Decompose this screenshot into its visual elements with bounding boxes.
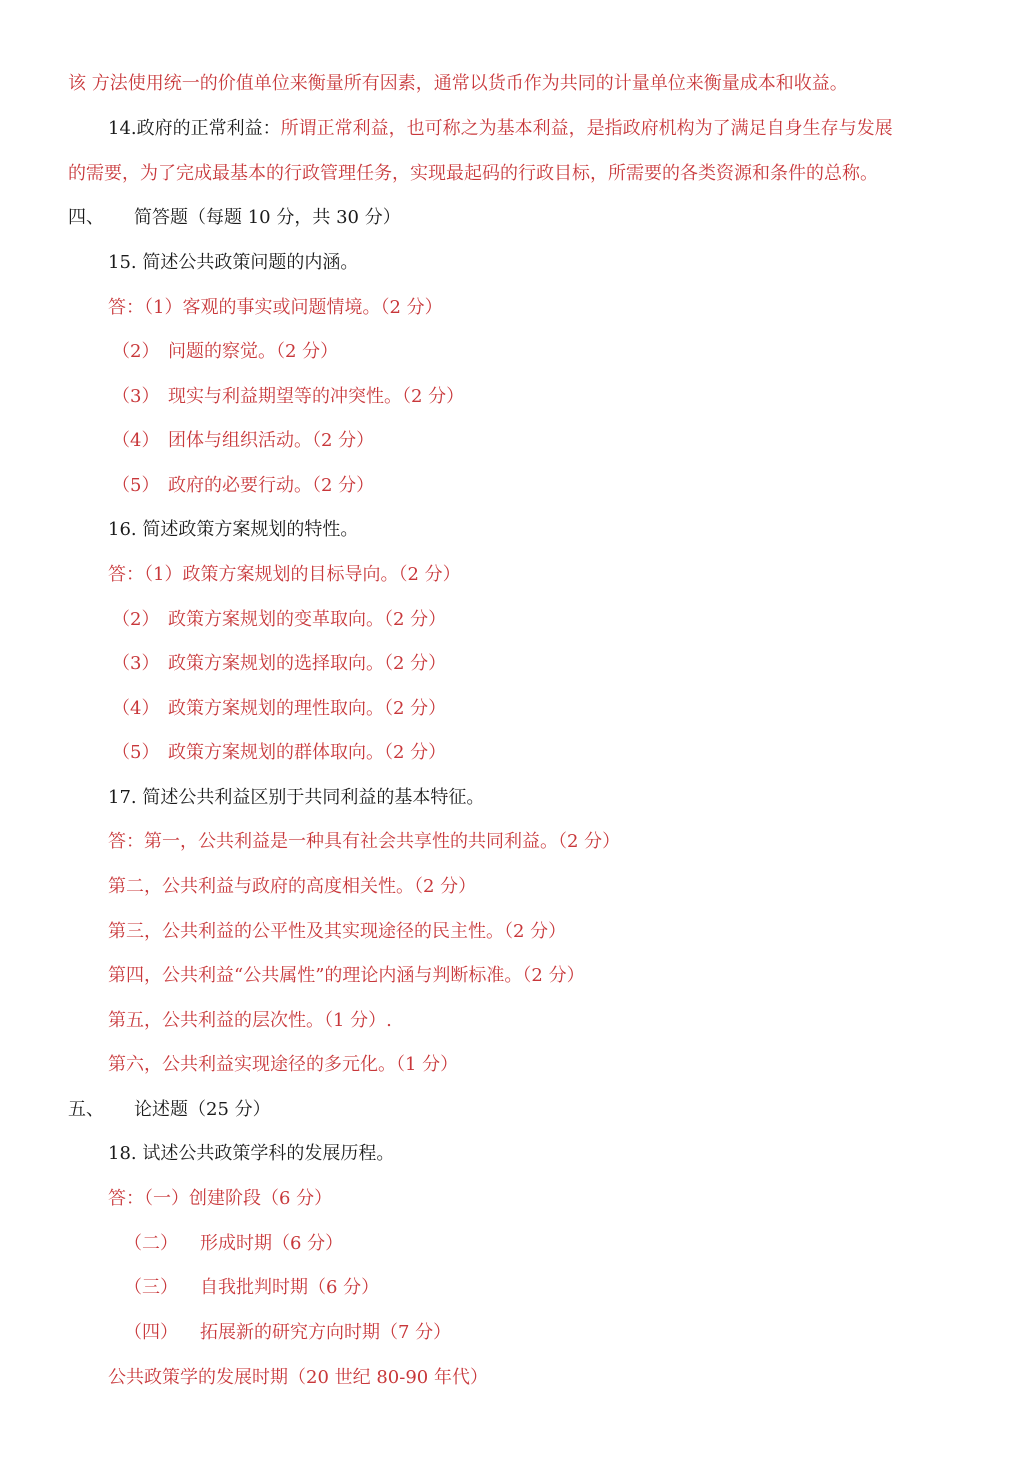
answer-15-item-4-number: （4） <box>112 430 160 451</box>
question-15: 15. 简述公共政策问题的内涵。 <box>108 252 359 273</box>
answer-18-item-3-number: （三） <box>124 1277 178 1298</box>
answer-17-item-1: 答：第一，公共利益是一种具有社会共享性的共同利益。（2 分） <box>108 831 621 852</box>
answer-17-item-6: 第六，公共利益实现途径的多元化。（1 分） <box>108 1054 459 1075</box>
answer-16-item-2-number: （2） <box>112 609 160 630</box>
answer-16-item-4: 政策方案规划的理性取向。（2 分） <box>168 698 447 719</box>
answer-15-item-1: 答：（1）客观的事实或问题情境。（2 分） <box>108 297 443 318</box>
question-16: 16. 简述政策方案规划的特性。 <box>108 519 359 540</box>
section-5-number: 五、 <box>68 1099 104 1120</box>
answer-16-item-3-number: （3） <box>112 653 160 674</box>
answer-15-item-4: 团体与组织活动。（2 分） <box>168 430 375 451</box>
answer-18-item-4: 拓展新的研究方向时期（7 分） <box>200 1322 452 1343</box>
answer-16-item-4-number: （4） <box>112 698 160 719</box>
term-14-definition-continuation: 的需要，为了完成最基本的行政管理任务，实现最起码的行政目标，所需要的各类资源和条件的总称。 <box>68 163 878 184</box>
answer-15-item-5-number: （5） <box>112 475 160 496</box>
section-5-title: 论述题（25 分） <box>134 1099 271 1120</box>
answer-15-item-3-number: （3） <box>112 386 160 407</box>
term-14-definition: 所谓正常利益，也可称之为基本利益，是指政府机构为了满足自身生存与发展 <box>280 118 893 139</box>
answer-17-item-2: 第二，公共利益与政府的高度相关性。（2 分） <box>108 876 477 897</box>
answer-18-item-2-number: （二） <box>124 1233 178 1254</box>
answer-15-item-2: 问题的察觉。（2 分） <box>168 341 339 362</box>
answer-18-item-4-number: （四） <box>124 1322 178 1343</box>
section-4-title: 简答题（每题 10 分，共 30 分） <box>134 207 401 228</box>
answer-15-item-3: 现实与利益期望等的冲突性。（2 分） <box>168 386 465 407</box>
answer-15-item-5: 政府的必要行动。（2 分） <box>168 475 375 496</box>
answer-18-item-1: 答：（一）创建阶段（6 分） <box>108 1188 333 1209</box>
answer-17-item-5: 第五，公共利益的层次性。（1 分）. <box>108 1010 392 1031</box>
paragraph-13-continuation: 该 方法使用统一的价值单位来衡量所有因素，通常以货币作为共同的计量单位来衡量成本和收益。 <box>68 73 848 94</box>
answer-16-item-1: 答：（1）政策方案规划的目标导向。（2 分） <box>108 564 461 585</box>
term-14 <box>108 117 893 141</box>
question-18: 18. 试述公共政策学科的发展历程。 <box>108 1143 395 1164</box>
question-17: 17. 简述公共利益区别于共同利益的基本特征。 <box>108 787 485 808</box>
answer-16-item-3: 政策方案规划的选择取向。（2 分） <box>168 653 447 674</box>
term-14-label: 14.政府的正常利益： <box>108 118 281 139</box>
answer-16-item-5: 政策方案规划的群体取向。（2 分） <box>168 742 447 763</box>
answer-17-item-3: 第三，公共利益的公平性及其实现途径的民主性。（2 分） <box>108 921 567 942</box>
section-4-number: 四、 <box>68 207 104 228</box>
answer-18-item-2: 形成时期（6 分） <box>200 1233 344 1254</box>
answer-18-item-3: 自我批判时期（6 分） <box>200 1277 380 1298</box>
answer-17-item-4: 第四，公共利益“公共属性”的理论内涵与判断标准。（2 分） <box>108 965 585 986</box>
answer-16-item-5-number: （5） <box>112 742 160 763</box>
answer-18-item-5: 公共政策学的发展时期（20 世纪 80-90 年代） <box>108 1367 488 1388</box>
answer-16-item-2: 政策方案规划的变革取向。（2 分） <box>168 609 447 630</box>
answer-15-item-2-number: （2） <box>112 341 160 362</box>
